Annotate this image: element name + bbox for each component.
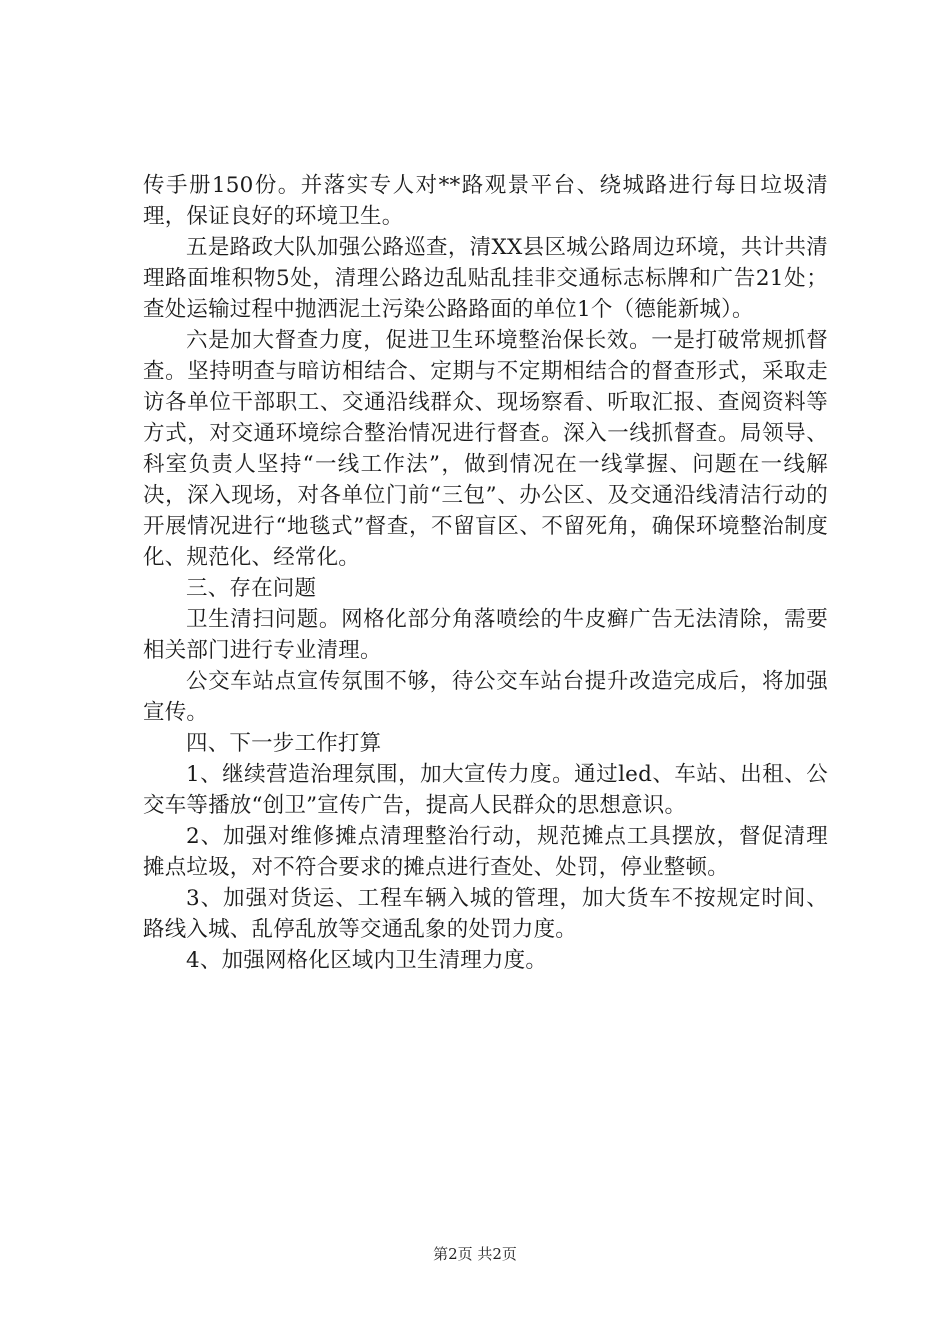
paragraph-continuation: 传手册150份。并落实专人对**路观景平台、绕城路进行每日垃圾清理，保证良好的环境卫生。: [143, 173, 828, 229]
list-item-2: 2、加强对维修摊点清理整治行动，规范摊点工具摆放，督促清理摊点垃圾，对不符合要求的摊点进行查处、处罚，停业整顿。: [143, 824, 828, 880]
section-heading-problems: 三、存在问题: [186, 576, 317, 601]
paragraph-supervision: 六是加大督查力度，促进卫生环境整治保长效。一是打破常规抓督查。坚持明查与暗访相结合、定期与不定期相结合的督查形式，采取走访各单位干部职工、交通沿线群众、现场察看、听取汇报、查阅资料等方式，对交通环境综合整治情况进行督查。深入一线抓督查。局领导、科室负责人坚持“一线工作法”，做到情况在一线掌握、问题在一线解决，深入现场，对各单位门前“三包”、办公区、及交通沿线清洁行动的开展情况进行“地毯式”督查，不留盲区、不留死角，确保环境整治制度化、规范化、经常化。: [143, 328, 828, 570]
paragraph-bus-stop-problem: 公交车站点宣传氛围不够，待公交车站台提升改造完成后，将加强宣传。: [143, 669, 828, 725]
paragraph-cleaning-problem: 卫生清扫问题。网格化部分角落喷绘的牛皮癣广告无法清除，需要相关部门进行专业清理。: [143, 607, 828, 663]
list-item-4: 4、加强网格化区域内卫生清理力度。: [186, 948, 548, 973]
section-heading-next-steps: 四、下一步工作打算: [186, 731, 382, 756]
page-footer: 第2页 共2页: [433, 1245, 517, 1263]
document-body: [143, 170, 828, 976]
list-item-1: 1、继续营造治理氛围，加大宣传力度。通过led、车站、出租、公交车等播放“创卫”宣传广告，提高人民群众的思想意识。: [143, 762, 828, 818]
paragraph-road-patrol: 五是路政大队加强公路巡查，清XX县区城公路周边环境，共计共清理路面堆积物5处，清理公路边乱贴乱挂非交通标志标牌和广告21处；查处运输过程中抛洒泥土污染公路路面的单位1个（德能新城）。: [143, 235, 828, 322]
list-item-3: 3、加强对货运、工程车辆入城的管理，加大货车不按规定时间、路线入城、乱停乱放等交通乱象的处罚力度。: [143, 886, 828, 942]
